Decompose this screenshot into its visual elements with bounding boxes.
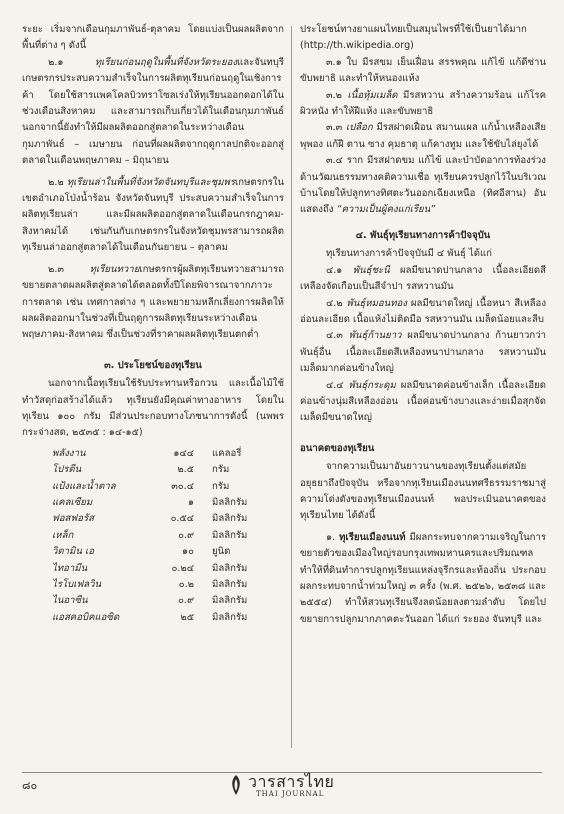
nutrition-row (52, 610, 262, 626)
section-lead: พันธุ์กระดุม (348, 379, 396, 391)
section-number: ๒.๒ (48, 176, 67, 188)
left-column (22, 22, 284, 626)
nutrient-name: โปรตีน (52, 464, 82, 476)
nutrient-value: ๐.๙ (178, 529, 194, 541)
nutrient-name: ไทอามีน (52, 562, 88, 574)
nutrient-value: ๐.๙ (178, 595, 194, 607)
section-body: ผลมีขนาดปานกลาง ก้านยาวกว่าพันธุ์อื่น เนื้อละเอียดสีเหลืองหนาปานกลาง รสหวานมัน เมล็ดมากค่อนข้างใหญ่ (300, 330, 547, 375)
section-lead: ทุเรียนเมืองนนท์ (339, 531, 406, 543)
column-divider (291, 26, 292, 748)
nutrition-row (52, 495, 262, 511)
nutrient-value: ๐.๕๔ (170, 513, 194, 525)
section-lead: เนื้อหุ้มเมล็ด (347, 89, 398, 101)
nutrient-unit: มิลลิกรัม (212, 529, 248, 541)
nutrient-name: ไรโบเฟลวิน (52, 579, 102, 590)
nutrient-name: ฟอสฟอรัส (52, 513, 94, 525)
section-lead: เปลือก (345, 122, 373, 134)
section-number: ๒.๓ (48, 263, 90, 275)
nutrient-name: เหล็ก (52, 529, 74, 541)
nutrient-value: ๓๐.๔ (171, 480, 194, 492)
nutrition-row (52, 528, 262, 544)
nutrient-name: พลังงาน (52, 447, 86, 459)
quoted-phrase: “ความเป็นผู้คงแก่เรียน” (336, 204, 436, 216)
nutrient-unit: ยูนิต (212, 546, 231, 558)
section-lead: พันธุ์ก้านยาว (348, 330, 402, 342)
section-body: เกษตรกรในเขตอำเภอโป่งน้ำร้อน จังหวัดจันทบุรี ประสบความสำเร็จในการผลิตทุเรียนล่า และมีผลผลิตออกสู่ตลาดในเดือนกรกฎาคม-สิงหาคมได้ เช่นกันกับเกษตรกรในจังหวัดชุมพรสามารถผลิตทุเรียนล่าออกสู่ตลาดได้ในเดือนกันยายน – ตุลาคม (22, 176, 284, 254)
nutrient-unit: มิลลิกรัม (212, 513, 248, 525)
paragraph-3-1 (300, 55, 546, 88)
paragraph-4-3 (300, 328, 546, 377)
nutrition-row (52, 462, 262, 478)
nutrient-unit: มิลลิกรัม (212, 579, 248, 590)
section-body: เกษตรกรผู้ผลิตทุเรียนทวายสามารถขยายตลาดผลผลิตสู่ตลาดได้ตลอดทั้งปีโดยพิจารณาจากภาวะการตลาด เช่น เทศกาลต่าง ๆ และพยายามหลีกเลี่ยงการผลิตให้ผลผลิตออกมาในช่วงที่เป็นฤดูการผลิตทุเรียนระหว่างเดือนพฤษภาคม-สิงหาคม ซึ่งเป็นช่วงที่ราคาผลผลิตทุเรียนตกต่ำ (22, 263, 284, 341)
section-lead: พันธุ์หมอนทอง (346, 297, 407, 309)
paragraph-4-2 (300, 296, 546, 329)
nutrition-row (52, 446, 262, 462)
paragraph-3-3 (300, 120, 546, 153)
journal-logo-icon (228, 774, 244, 796)
nutrient-value: ๑ (187, 496, 194, 508)
intro-paragraph: ระยะ เริ่มจากเดือนกุมภาพันธ์-ตุลาคม โดยแบ่งเป็นผลผลิตจากพื้นที่ต่าง ๆ ดังนี้ (22, 24, 284, 52)
nutrient-unit: กรัม (212, 464, 230, 476)
section-number: ๓.๔ (326, 155, 347, 167)
section-body: ผลมีขนาดใหญ่ เนื้อหนา สีเหลืองอ่อนละเอียด เนื้อแห้งไม่ติดมือ รสหวานมัน เมล็ดน้อยและลีบ (300, 297, 547, 325)
paragraph-benefits: นอกจากเนื้อทุเรียนใช้รับประทานหรือกวน และเนื้อไม้ใช้ทำวัสดุก่อสร้างได้แล้ว ทุเรียนยังมีคุณค่าทางอาหาร โดยในทุเรียน ๑๐๐ กรัม มีส่วนประกอบทางโภชนาการดังนี้ (นพพร กระจ่างสด, ๒๕๓๕ : ๑๔-๑๕) (22, 378, 284, 439)
section-number: ๔.๓ (326, 330, 349, 342)
nutrient-unit: มิลลิกรัม (212, 496, 248, 508)
nutrition-row (52, 479, 262, 495)
section-body: ราก มีรสฝาดขม แก้ไข้ และบำบัดอาการท้องร่วง ด้านวัฒนธรรมทางคติความเชื่อ ทุเรียนควรปลูกไว้ในบริเวณบ้านโดยให้ปลูกทางทิศตะวันออกเฉียงเหนือ (ทิศอีสาน) อันแสดงถึง (300, 155, 546, 216)
section-number: ๒.๑ (48, 56, 95, 68)
nutrient-value: ๒๕ (180, 611, 194, 623)
paragraph-4-4 (300, 378, 546, 427)
journal-logo (228, 770, 348, 804)
nutrient-unit: กรัม (212, 480, 230, 492)
section-lead: ทุเรียนล่าในพื้นที่จังหวัดจันทบุรีและชุมพร (66, 176, 235, 188)
section-heading-benefits: ๓. ประโยชน์ของทุเรียน (104, 359, 202, 371)
nutrition-row (52, 577, 262, 593)
section-body: ใบ มีรสขม เย็นเฝื่อน สรรพคุณ แก้ไข้ แก้ดีซ่าน ขับพยาธิ และทำให้หนองแห้ง (300, 56, 546, 85)
section-body: ผลมีขนาดปานกลาง เนื้อละเอียดสีเหลืองจัดเกือบเป็นสีจำปา รสหวานมัน (300, 264, 546, 293)
nutrient-value: ๒.๕ (177, 464, 194, 476)
page-number: ๘๐ (22, 779, 38, 792)
nutrient-unit: มิลลิกรัม (212, 595, 248, 607)
section-body: มีรสหวาน สร้างความร้อน แก้โรคผิวหนัง ทำให้ฝีแห้ง และขับพยาธิ (300, 89, 546, 118)
section-body: ผลมีขนาดค่อนข้างเล็ก เนื้อละเอียดค่อนข้างนุ่มสีเหลืองอ่อน เนื้อค่อนข้างบางและง่ายเมื่อสุกจัด เมล็ดมีขนาดใหญ่ (300, 379, 546, 424)
future-heading-text: อนาคตของทุเรียน (300, 442, 375, 454)
nutrient-name: วิตามิน เอ (52, 546, 94, 558)
nutrient-value: ๐.๒ (178, 579, 194, 590)
nutrient-name: แอสคอบิคแอซิด (52, 611, 120, 623)
nutrition-row (52, 561, 262, 577)
section-number: ๔.๑ (326, 264, 353, 276)
section-number: ๔.๒ (326, 297, 347, 309)
section-number: ๔.๔ (326, 379, 349, 391)
nutrient-unit: มิลลิกรัม (212, 611, 248, 623)
paragraph-3-2 (300, 88, 546, 121)
nutrient-value: ๑๔๔ (173, 447, 194, 459)
nutrition-row (52, 593, 262, 609)
nutrient-value: ๐.๒๔ (171, 562, 194, 574)
paragraph-future-1 (300, 530, 546, 628)
logo-text: วารสารไทย (248, 772, 335, 791)
section-body: มีผลกระทบจากความเจริญในการขยายตัวของเมืองใหญ่รอบกรุงเทพมหานครและปริมณฑล ทำให้ที่ดินทำการปลูกทุเรียนแหล่งจุรีกรและท้องถิ่น ประกอบผลกระทบจากน้ำท่วมใหญ่ ๓ ครั้ง (พ.ศ. ๒๕๒๖, ๒๕๓๘ และ ๒๕๕๔) ทำให้สวนทุเรียนจึงลดน้อยลงตามลำดับ โดยไปขยายการปลูกมากภาคตะวันออก ได้แก่ ระยอง จันทบุรี และ (300, 531, 546, 625)
nutrition-row (52, 544, 262, 560)
section-lead: ทุเรียนก่อนฤดูในพื้นที่จังหวัดระยอง (94, 56, 238, 68)
section-number: ๑. (326, 531, 340, 543)
nutrient-unit: แคลอรี่ (212, 447, 242, 459)
right-column (300, 22, 546, 628)
section-heading-future (300, 441, 546, 457)
section-body: และจันทบุรี เกษตรกรประสบความสำเร็จในการผลิตทุเรียนก่อนฤดูในเชิงการค้า โดยใช้สารแพคโคลบิวทราโซลเร่งให้ทุเรียนออกดอกได้ในช่วงเดือนสิงหาคม และสามารถเก็บเกี่ยวได้ในเดือนกุมภาพันธ์ นอกจากนี้ยังทำให้มีผลผลิตออกสู่ตลาดในระหว่างเดือนกุมภาพันธ์ – เมษายน ก่อนที่ผลผลิตจากฤดูกาลปกติจะออกสู่ตลาดในเดือนพฤษภาคม – มิถุนายน (22, 56, 284, 167)
logo-subtitle: THAI JOURNAL (256, 790, 325, 798)
section-heading-varieties: ๔. พันธุ์ทุเรียนทางการค้าปัจจุบัน (355, 229, 491, 241)
paragraph-2-3 (22, 262, 284, 344)
nutrient-name: แป้งและน้ำตาล (52, 480, 116, 492)
nutrient-name: ไนอาซีน (52, 595, 88, 607)
paragraph-future: จากความเป็นมาอันยาวนานของทุเรียนตั้งแต่สมัยอยุธยาถึงปัจจุบัน หรือจากทุเรียนเมืองนนทศรีธรรมราชมาสู่ความโด่งดังของทุเรียนเมืองนนท์ พอประเมินอนาคตของทุเรียนไทย ได้ดังนี้ (300, 461, 546, 522)
nutrient-name: แคลเซียม (52, 496, 93, 508)
nutrient-value: ๑๐ (182, 546, 194, 558)
paragraph-4-1 (300, 263, 546, 296)
section-lead: ทุเรียนทวาย (89, 263, 140, 275)
nutrition-row (52, 511, 262, 527)
section-number: ๓.๒ (326, 89, 348, 101)
section-lead: พันธุ์ชะนี (352, 264, 390, 276)
paragraph-2-1 (22, 55, 284, 170)
continuation-paragraph: ประโยชน์ทางยาแผนไทยเป็นสมุนไพรที่ใช้เป็นยาได้มาก (http://th.wikipedia.org) (300, 24, 527, 52)
section-body: มีรสฝาดเฝื่อน สมานแผล แก้น้ำเหลืองเสีย พุพอง แก้ฝี ตาน ซาง คุมธาตุ แก้คางทูม และใช้ขับไล่ยุงได้ (300, 122, 547, 150)
section-number: ๓.๓ (326, 122, 346, 134)
nutrient-unit: มิลลิกรัม (212, 562, 248, 574)
section-number: ๓.๑ (326, 56, 347, 68)
paragraph-3-4 (300, 153, 546, 219)
paragraph-2-2 (22, 175, 284, 257)
paragraph-varieties-intro: ทุเรียนทางการค้าปัจจุบันมี ๔ พันธุ์ ได้แก่ (326, 248, 492, 260)
nutrition-table (52, 446, 262, 626)
